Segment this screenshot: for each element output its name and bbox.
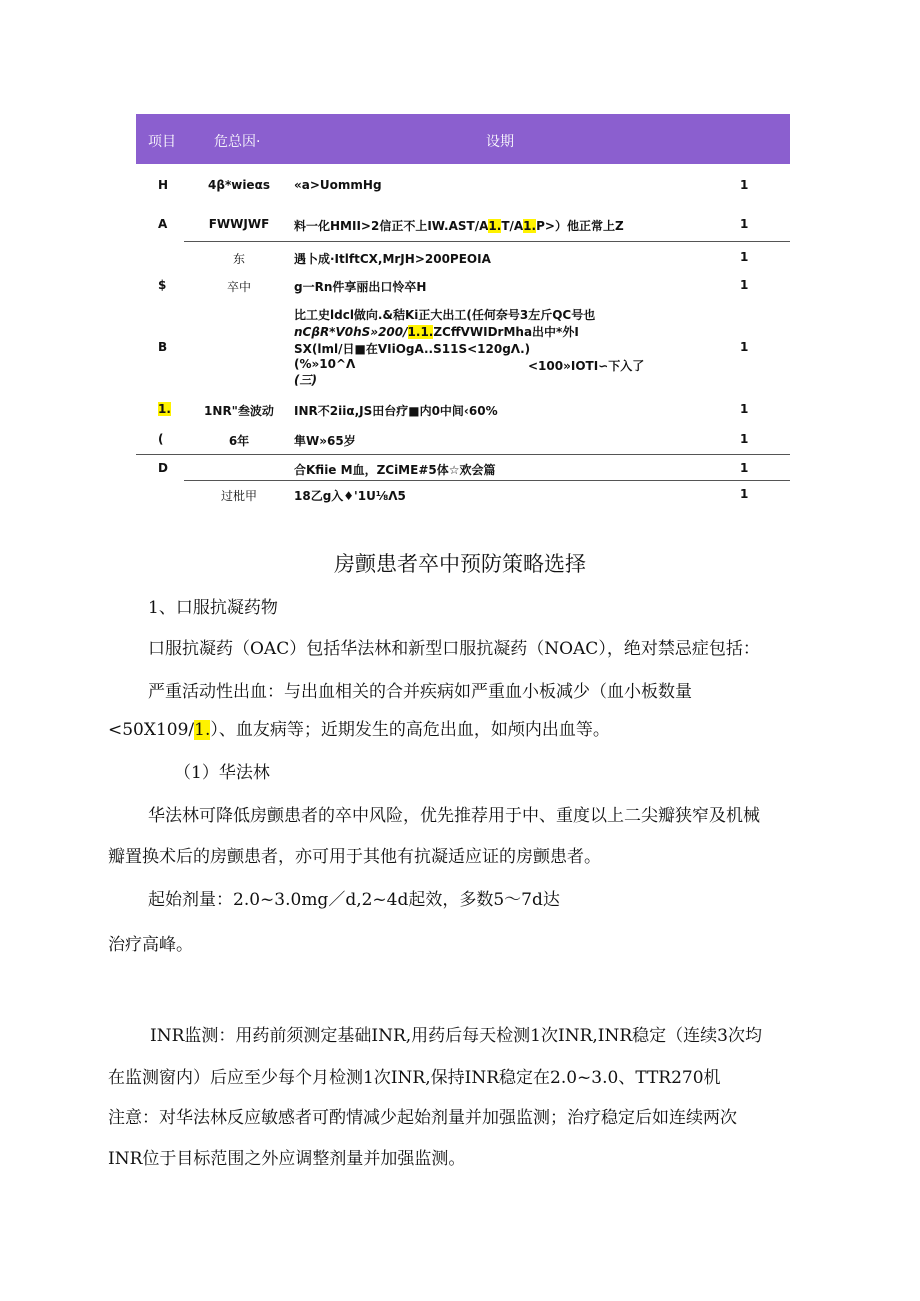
row-2-risk: FWWJWF: [208, 217, 270, 231]
row-3-risk: 东: [232, 252, 245, 266]
paragraph: 注意：对华法林反应敏感者可酌情减少起始剂量并加强监测；治疗稳定后如连续两次: [108, 1108, 737, 1128]
row-8-desc: 合Kfiie M血，ZCiME#5体☆欢会篇: [294, 463, 496, 477]
row-4-letter: $: [158, 278, 167, 292]
paragraph: 瓣置换术后的房颤患者，亦可用于其他有抗凝适应证的房颤患者。: [108, 847, 601, 867]
row-3-desc: 遇卜成·ItlftCX,MrJH>200PEOIA: [294, 252, 491, 266]
paragraph: 在监测窗内）后应至少每个月检测1次INR,保持INR稳定在2.0~3.0、TTR270机: [108, 1068, 721, 1088]
row-9-desc: 18乙g入♦'1U⅛Λ5: [294, 489, 406, 503]
paragraph: 口服抗凝药（OAC）包括华法林和新型口服抗凝药（NOAC），绝对禁忌症包括：: [148, 639, 760, 659]
row-4-score: 1: [740, 278, 749, 292]
row-5-desc-line4-right: <100»IOTI∽下入了: [528, 359, 645, 373]
row-7-letter: (: [158, 432, 164, 446]
row-6-letter: 1.: [158, 402, 171, 416]
row-6-risk: 1NR"叁波动: [204, 404, 274, 418]
header-description: 设期: [486, 134, 514, 150]
row-3-score: 1: [740, 250, 749, 264]
row-1-score: 1: [740, 178, 749, 192]
paragraph: INR监测：用药前须测定基础INR,用药后每天检测1次INR,INR稳定（连续3次均: [150, 1026, 762, 1046]
row-5-score: 1: [740, 340, 749, 354]
paragraph: 治疗高峰。: [108, 935, 193, 955]
row-7-risk: 6年: [228, 434, 250, 448]
row-5-letter: B: [158, 340, 168, 354]
row-5-desc-line4: (%»10^Λ: [294, 357, 356, 371]
doc-title: 房颤患者卒中预防策略选择: [334, 552, 586, 576]
paragraph: <50X109/1.）、血友病等；近期发生的高危出血，如颅内出血等。: [108, 720, 610, 740]
section-heading: 1、口服抗凝药物: [148, 598, 278, 618]
row-5-desc-line5: (三): [294, 373, 317, 387]
paragraph: INR位于目标范围之外应调整剂量并加强监测。: [108, 1149, 466, 1169]
row-9-score: 1: [740, 487, 749, 501]
row-1-desc: «a>UommHg: [294, 178, 382, 192]
paragraph: 华法林可降低房颤患者的卒中风险，优先推荐用于中、重度以上二尖瓣狭窄及机械: [148, 806, 760, 826]
row-divider: [136, 454, 790, 455]
row-2-score: 1: [740, 217, 749, 231]
row-1-letter: H: [158, 178, 169, 192]
header-risk-factor: 危总因·: [214, 134, 261, 150]
paragraph: 起始剂量：2.0~3.0mg／d,2~4d起效，多数5～7d达: [148, 890, 560, 910]
row-divider: [184, 480, 790, 481]
row-4-risk: 卒中: [226, 280, 251, 294]
row-1-risk: 4β*wieαs: [208, 178, 270, 192]
row-8-score: 1: [740, 461, 749, 475]
row-7-score: 1: [740, 432, 749, 446]
row-5-desc-line1: 比工史ldcl做向.&秸Ki正大出工(任何奈号3左斤QC号也: [294, 308, 596, 322]
header-item: 项目: [148, 134, 176, 150]
row-9-risk: 过枇甲: [220, 489, 257, 503]
row-6-score: 1: [740, 402, 749, 416]
row-2-desc: 料一化HMII>2信正不上IW.AST/A1.T/A1.P>）他正常上Z: [294, 219, 624, 233]
section-heading: （1）华法林: [174, 763, 270, 783]
row-8-letter: D: [158, 461, 168, 475]
row-4-desc: g一Rn件享丽出口怜卒H: [294, 280, 427, 294]
row-5-desc-line3: SX(lml/日■在VIiOgA..S11S<120gΛ.): [294, 342, 531, 356]
row-5-desc-line2: nCβR*V0hS»200/1.1.ZCffVWIDrMha出中*外I: [294, 325, 579, 339]
row-2-letter: A: [158, 217, 168, 231]
row-7-desc: 隼W»65岁: [294, 434, 356, 448]
paragraph: 严重活动性出血：与出血相关的合并疾病如严重血小板减少（血小板数量: [148, 682, 692, 702]
row-divider: [184, 241, 790, 242]
row-6-desc: INR不2iiα,JS田台疗■内0中间‹60%: [294, 404, 498, 418]
table-header: [136, 114, 790, 164]
